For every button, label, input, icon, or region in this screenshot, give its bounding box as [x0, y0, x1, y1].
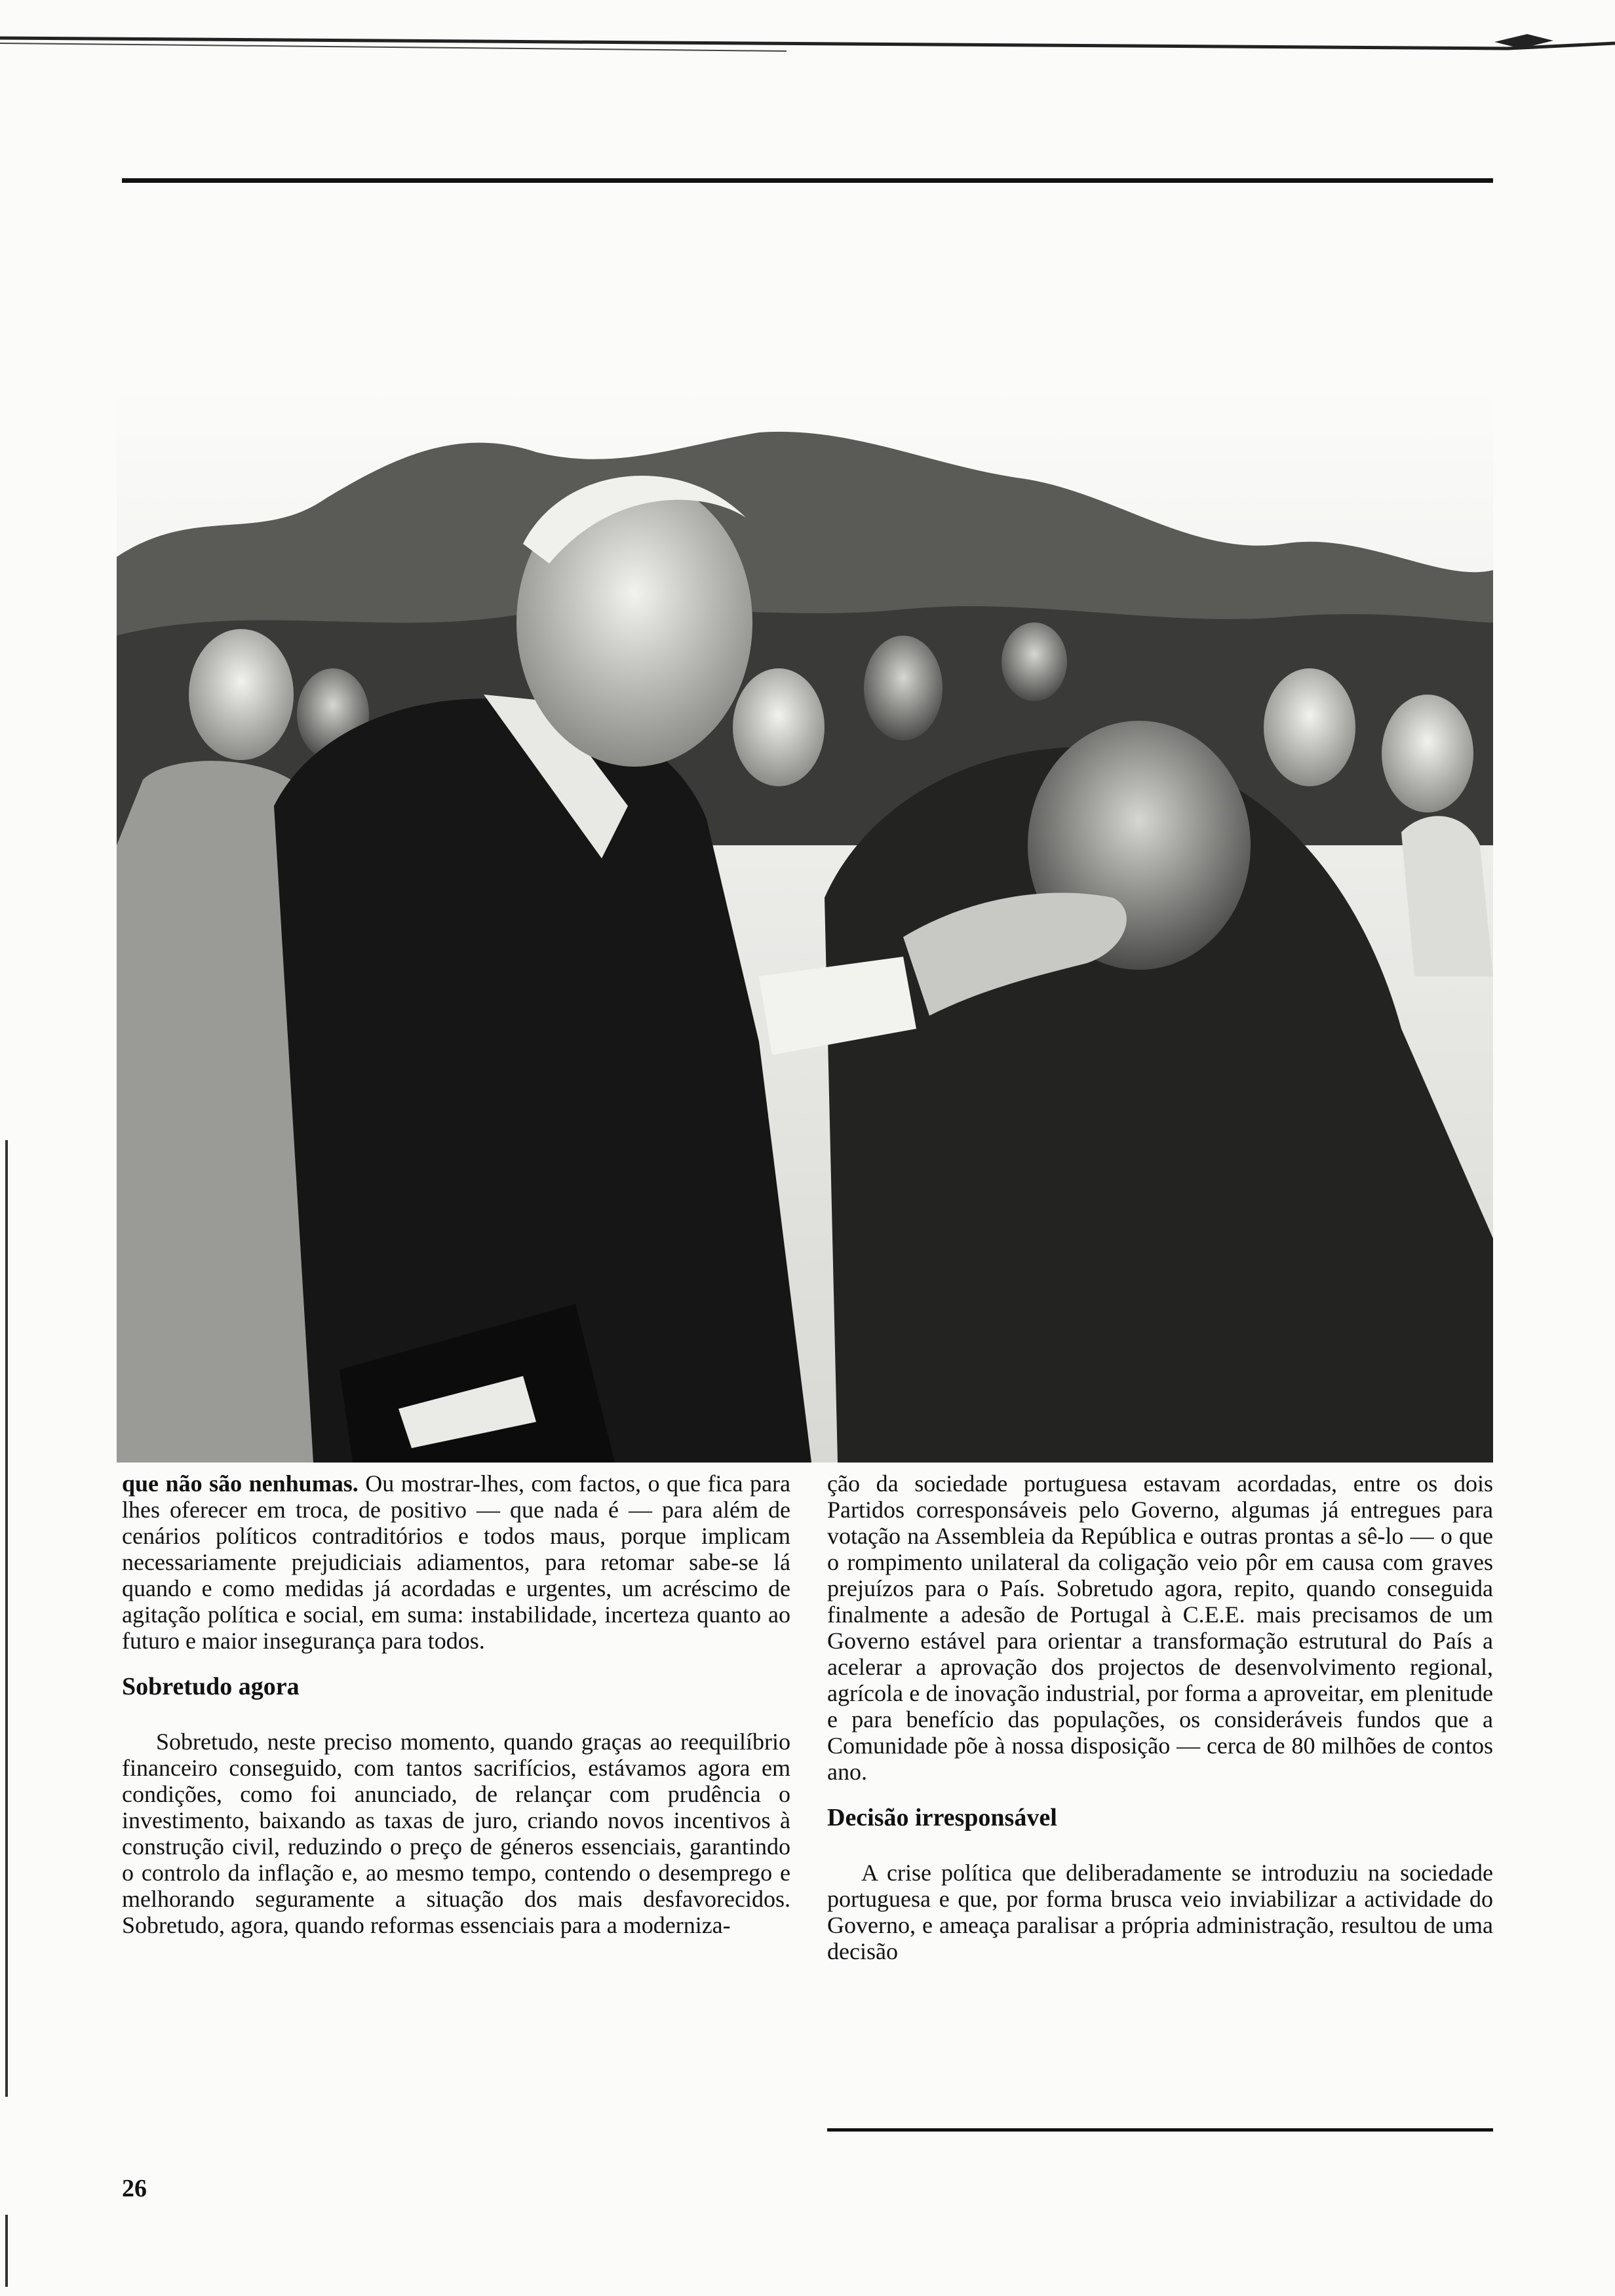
photo-crowd-embrace	[117, 387, 1493, 1463]
left-para-1-text: Ou mostrar-lhes, com factos, o que fica para lhes oferecer em troca, de positivo — que nada é — para além de cenários políticos contraditórios e todos maus, porque implicam necessariamente prejudiciais adiamentos, para retomar sabe-se lá quando e como medidas já acordadas e urgentes, um acréscimo de agitação política e social, em suma: instabilidade, incerteza quanto ao futuro e maior insegurança para todos.	[122, 1470, 790, 1654]
page-number: 26	[122, 2175, 147, 2202]
scan-margin-mark	[5, 1140, 8, 2097]
top-rule	[122, 178, 1493, 183]
scan-margin-mark	[5, 2215, 8, 2287]
right-para-1: ção da sociedade portuguesa estavam acordadas, entre os dois Partidos corresponsáveis pelo Governo, algumas já entregues para votação na Assembleia da República e outras prontas a sê-lo — o que o rompimento unilateral da coligação veio pôr em causa com graves prejuízos para o País. Sobretudo agora, repito, quando conseguida finalmente a adesão de Portugal à C.E.E. mais precisamos de um Governo estável para orientar a transformação estrutural do País a acelerar a aprovação dos projectos de desenvolvimento regional, agrícola e de inovação industrial, por forma a aproveitar, em plenitude e para benefício das populações, os consideráveis fundos que a Comunidade põe à nossa disposição — cerca de 80 milhões de contos ano.	[827, 1470, 1493, 1785]
left-para-1	[122, 1470, 790, 1654]
right-column	[827, 1470, 1493, 1964]
right-para-2: A crise política que deliberadamente se introduziu na sociedade portuguesa e que, por forma brusca veio inviabilizar a actividade do Governo, e ameaça paralisar a própria administração, resultou de uma decisão	[827, 1860, 1493, 1964]
left-para-2: Sobretudo, neste preciso momento, quando graças ao reequilíbrio financeiro conseguido, com tantos sacrifícios, estávamos agora em condições, como foi anunciado, de relançar com prudência o investimento, baixando as taxas de juro, criando novos incentivos à construção civil, reduzindo o preço de géneros essenciais, garantindo o controlo da inflação e, ao mesmo tempo, contendo o desemprego e melhorando seguramente a situação dos mais desfavorecidos. Sobretudo, agora, quando reformas essenciais para a moderniza-	[122, 1729, 790, 1938]
lead-bold-text: que não são nenhumas.	[122, 1470, 359, 1497]
photo-image	[117, 387, 1493, 1463]
bottom-rule	[827, 2128, 1493, 2132]
subhead-sobretudo-agora: Sobretudo agora	[122, 1673, 300, 1700]
left-column	[122, 1470, 790, 1938]
subhead-decisao-irresponsavel: Decisão irresponsável	[827, 1804, 1057, 1831]
scan-edge-line	[0, 34, 1615, 60]
